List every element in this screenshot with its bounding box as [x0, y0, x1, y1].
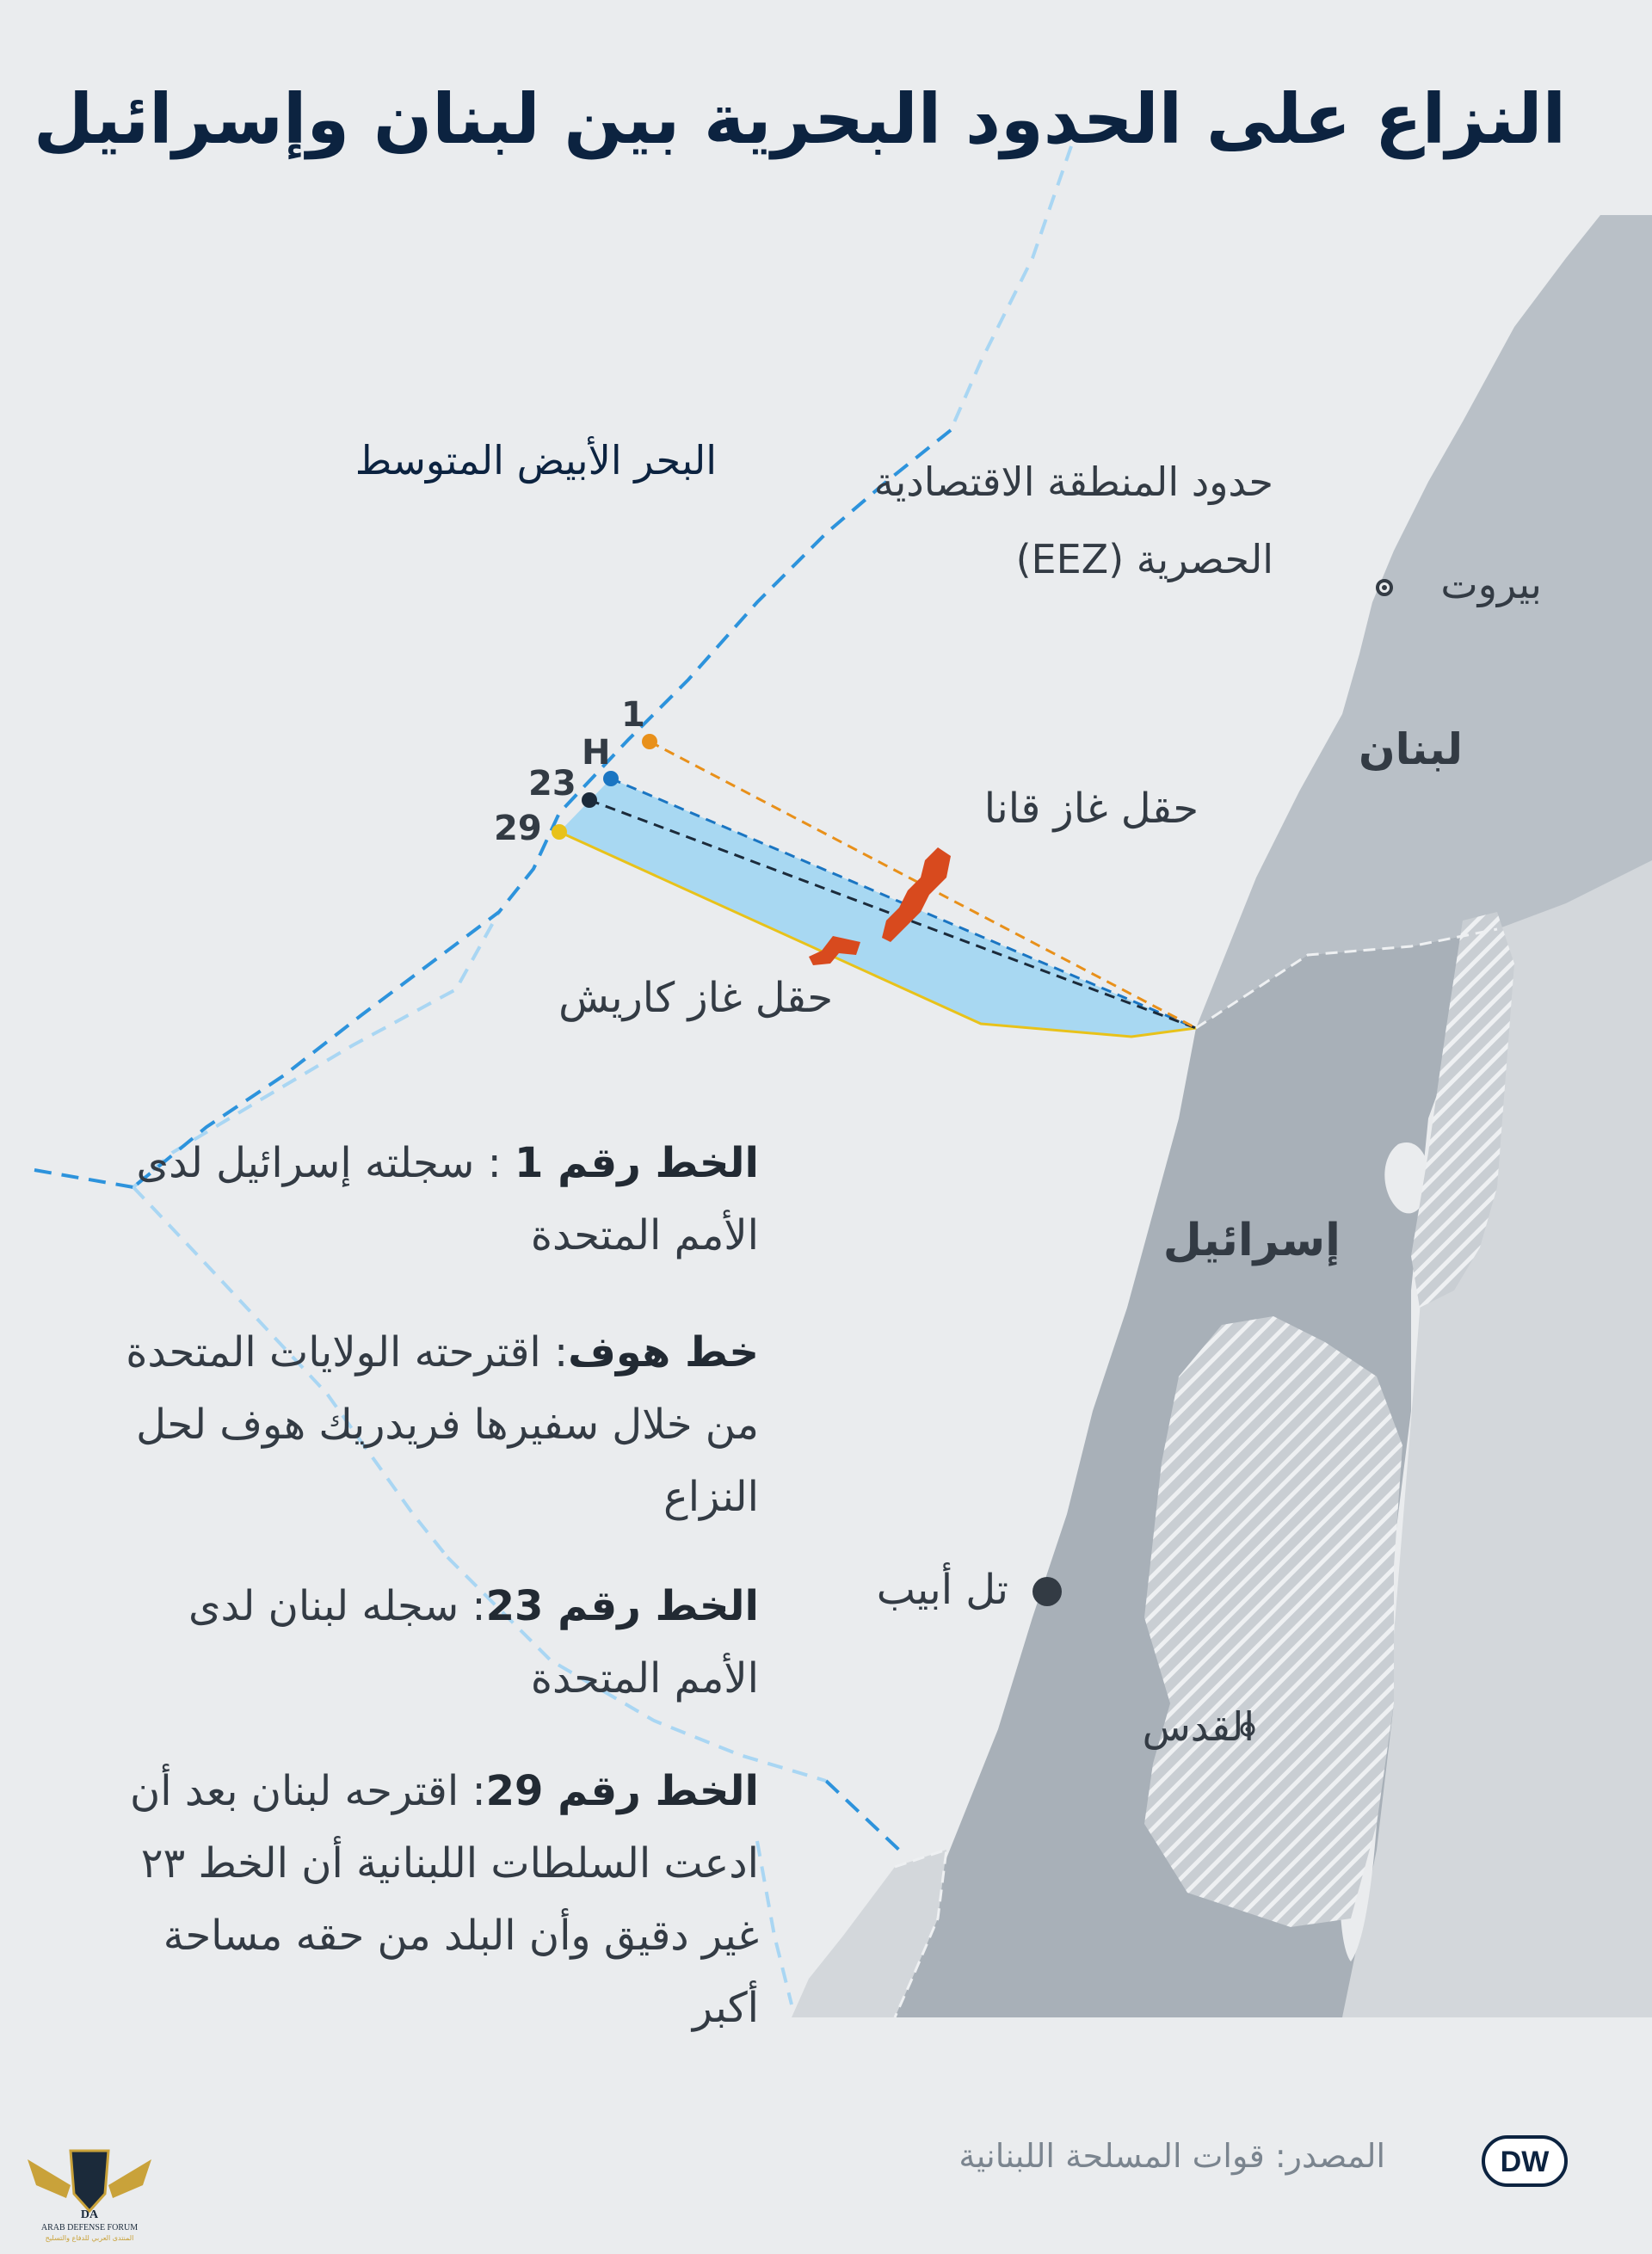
- jerusalem-label: القدس: [1142, 1703, 1254, 1750]
- line-1-text: : سجلته إسرائيل لدى الأمم المتحدة: [136, 1139, 759, 1259]
- point-29-label: 29: [494, 809, 542, 848]
- hof-line-description: [105, 1316, 759, 1533]
- point-h-label: H: [582, 733, 611, 773]
- karish-field-label: حقل غاز كاريش: [558, 974, 833, 1022]
- dw-logo-text: DW: [1500, 2146, 1550, 2178]
- eez-line-north: [951, 146, 1071, 430]
- line-23-text: : سجله لبنان لدى الأمم المتحدة: [188, 1582, 759, 1703]
- eez-line-south: [826, 1781, 903, 1854]
- hof-line-term: خط هوف: [568, 1328, 759, 1376]
- beirut-dot-inner: [1382, 585, 1387, 590]
- line-23-term: الخط رقم 23: [485, 1582, 759, 1630]
- corner-mark: DA: [80, 2208, 99, 2221]
- dw-logo: [1482, 2135, 1568, 2187]
- wing-right: [108, 2159, 151, 2198]
- arab-defense-forum-logo: [19, 2125, 160, 2245]
- tel-aviv-label: تل أبيب: [876, 1566, 1008, 1614]
- point-23-marker: [582, 792, 597, 808]
- page-title: النزاع على الحدود البحرية بين لبنان وإسرائيل: [34, 79, 1566, 159]
- point-1-marker: [642, 734, 657, 749]
- beirut-label: بيروت: [1440, 561, 1542, 607]
- line-1-description: [105, 1127, 759, 1272]
- eez-line-main: [133, 430, 951, 1187]
- line-1-term: الخط رقم 1: [515, 1139, 759, 1187]
- lebanon-label: لبنان: [1358, 724, 1463, 774]
- wing-left: [28, 2159, 71, 2198]
- point-29-marker: [552, 824, 567, 840]
- source-text: المصدر: قوات المسلحة اللبنانية: [959, 2137, 1385, 2175]
- israel-label: إسرائيل: [1162, 1215, 1341, 1266]
- line-23-description: [105, 1570, 759, 1715]
- shield-icon: [71, 2151, 108, 2211]
- point-h-marker: [603, 771, 619, 786]
- point-1-label: 1: [621, 695, 645, 735]
- line-29-term: الخط رقم 29: [485, 1767, 759, 1815]
- eez-label: حدود المنطقة الاقتصادية الحصرية (EEZ): [873, 459, 1273, 582]
- tel-aviv-dot: [1032, 1577, 1062, 1606]
- eez-line-south-3: [757, 1841, 792, 2005]
- corner-logo-subtext: المنتدى العربي للدفاع والتسليح: [45, 2234, 134, 2242]
- west-bank-hatched: [1144, 1316, 1402, 1927]
- line-29-text: : اقترحه لبنان بعد أن ادعت السلطات اللبنانية أن الخط ٢٣ غير دقيق وأن البلد من حقه مساحة أكبر: [129, 1767, 759, 2032]
- point-23-label: 23: [528, 764, 576, 804]
- corner-logo-text: ARAB DEFENSE FORUM: [40, 2223, 139, 2232]
- line-29-description: [105, 1755, 759, 2044]
- sea-label: البحر الأبيض المتوسط: [354, 437, 717, 483]
- qana-field-label: حقل غاز قانا: [983, 785, 1199, 833]
- hof-line-text: : اقترحته الولايات المتحدة من خلال سفيرها فريدريك هوف لحل النزاع: [126, 1328, 759, 1521]
